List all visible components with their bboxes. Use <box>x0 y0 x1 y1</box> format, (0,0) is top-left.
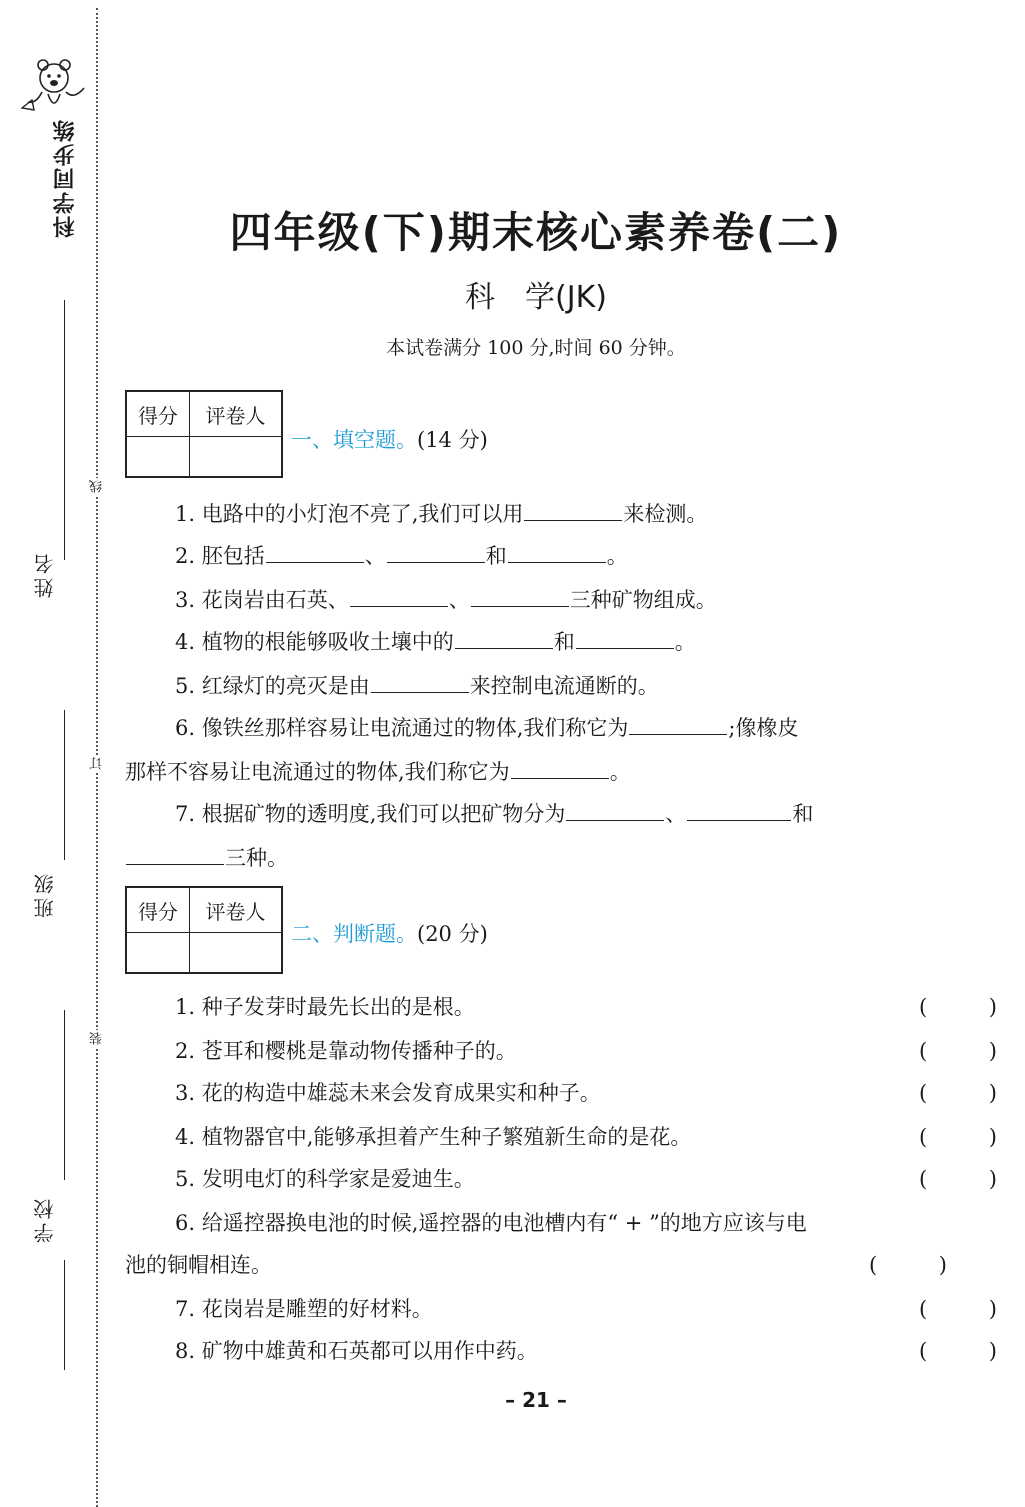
q6-text-2: 那样不容易让电流通过的物体,我们称它为 <box>125 760 510 784</box>
answer-blank[interactable] <box>576 626 674 649</box>
answer-parens[interactable] <box>919 992 997 1022</box>
fill-question-3 <box>125 584 997 615</box>
answer-blank[interactable] <box>687 798 791 821</box>
name-field <box>30 300 70 620</box>
judge-question-4 <box>125 1122 997 1152</box>
answer-blank[interactable] <box>371 670 469 693</box>
answer-blank[interactable] <box>524 498 622 521</box>
judge-question-8 <box>125 1336 997 1366</box>
judge-question-6-cont <box>125 1250 947 1280</box>
q2-sep: 、 <box>364 544 386 568</box>
judge-question-6 <box>125 1208 997 1238</box>
cut-mark-line: 线 <box>90 480 105 493</box>
paren-close: ) <box>988 1125 997 1149</box>
page-number: – 21 – <box>505 1388 567 1412</box>
q7-end: 三种。 <box>225 846 288 870</box>
answer-blank[interactable] <box>266 540 364 563</box>
judge-text: 5. 发明电灯的科学家是爱迪生。 <box>175 1167 475 1191</box>
answer-blank[interactable] <box>629 712 727 735</box>
q6-end: 。 <box>609 760 631 784</box>
fill-question-7 <box>125 798 997 829</box>
class-field <box>30 710 70 940</box>
answer-parens[interactable] <box>919 1336 997 1366</box>
fill-question-7-cont <box>125 842 947 873</box>
fill-question-1 <box>125 498 997 529</box>
q3-text: 3. 花岗岩由石英、 <box>175 588 349 612</box>
grader-cell[interactable] <box>189 933 281 973</box>
school-field <box>30 1010 70 1370</box>
judge-text: 2. 苍耳和樱桃是靠动物传播种子的。 <box>175 1039 517 1063</box>
q7-and: 和 <box>792 802 814 826</box>
answer-blank[interactable] <box>126 842 224 865</box>
q1-text: 1. 电路中的小灯泡不亮了,我们可以用 <box>175 502 524 526</box>
score-header: 得分 <box>127 392 190 437</box>
q1-text-end: 来检测。 <box>623 502 708 526</box>
q3-sep: 、 <box>448 588 470 612</box>
judge-question-1 <box>125 992 997 1022</box>
section2-points: (20 分) <box>417 922 488 946</box>
answer-parens[interactable] <box>919 1078 997 1108</box>
grader-cell[interactable] <box>189 437 281 477</box>
score-box-1 <box>125 390 283 478</box>
section2-title: 二、判断题。 <box>291 922 417 946</box>
exam-note: 本试卷满分 100 分,时间 60 分钟。 <box>386 337 686 359</box>
paren-close: ) <box>988 995 997 1019</box>
judge-text: 3. 花的构造中雄蕊未来会发育成果实和种子。 <box>175 1081 601 1105</box>
q2-text: 2. 胚包括 <box>175 544 265 568</box>
judge-text: 7. 花岗岩是雕塑的好材料。 <box>175 1297 433 1321</box>
q6-mid: ;像橡皮 <box>728 716 799 740</box>
cut-mark-bind: 订 <box>90 757 105 770</box>
bear-mascot-icon <box>14 52 94 122</box>
fill-question-6-cont <box>125 756 947 787</box>
grader-header: 评卷人 <box>189 888 281 933</box>
school-line-top <box>64 1010 65 1180</box>
paren-open: ( <box>919 1167 928 1191</box>
page-title: 四年级(下)期末核心素养卷(二) <box>229 208 843 257</box>
paren-close: ) <box>988 1167 997 1191</box>
paren-close: ) <box>988 1297 997 1321</box>
q7-sep: 、 <box>665 802 687 826</box>
q7-text: 7. 根据矿物的透明度,我们可以把矿物分为 <box>175 802 566 826</box>
section1-title: 一、填空题。 <box>291 428 417 452</box>
answer-parens[interactable] <box>869 1250 947 1280</box>
judge-question-5 <box>125 1164 997 1194</box>
score-cell[interactable] <box>127 933 190 973</box>
paren-open: ( <box>919 995 928 1019</box>
answer-blank[interactable] <box>471 584 569 607</box>
paren-open: ( <box>919 1297 928 1321</box>
q3-end: 三种矿物组成。 <box>569 588 717 612</box>
q5-end: 来控制电流通断的。 <box>469 674 659 698</box>
class-label: 班级 <box>33 870 57 918</box>
fill-question-4 <box>125 626 997 657</box>
judge-question-7 <box>125 1294 997 1324</box>
judge-question-2 <box>125 1036 997 1066</box>
score-header: 得分 <box>127 888 190 933</box>
section1-points: (14 分) <box>417 428 488 452</box>
answer-blank[interactable] <box>511 756 609 779</box>
fill-question-5 <box>125 670 997 701</box>
q2-end: 。 <box>606 544 628 568</box>
paren-open: ( <box>919 1339 928 1363</box>
paren-close: ) <box>988 1339 997 1363</box>
paren-open: ( <box>919 1039 928 1063</box>
judge-text: 池的铜帽相连。 <box>125 1253 272 1277</box>
paren-close: ) <box>988 1081 997 1105</box>
name-line <box>64 300 65 560</box>
fill-question-6 <box>125 712 997 743</box>
q6-text: 6. 像铁丝那样容易让电流通过的物体,我们称它为 <box>175 716 629 740</box>
answer-parens[interactable] <box>919 1122 997 1152</box>
paren-open: ( <box>919 1081 928 1105</box>
grader-header: 评卷人 <box>189 392 281 437</box>
subject-title: 科 学(JK) <box>465 280 607 315</box>
judge-question-3 <box>125 1078 997 1108</box>
score-box-2 <box>125 886 283 974</box>
judge-text: 4. 植物器官中,能够承担着产生种子繁殖新生命的是花。 <box>175 1125 692 1149</box>
answer-blank[interactable] <box>350 584 448 607</box>
school-line-bottom <box>64 1260 65 1370</box>
q4-end: 。 <box>674 630 696 654</box>
judge-text: 1. 种子发芽时最先长出的是根。 <box>175 995 475 1019</box>
judge-text: 6. 给遥控器换电池的时候,遥控器的电池槽内有“ + ”的地方应该与电 <box>175 1211 807 1235</box>
score-cell[interactable] <box>127 437 190 477</box>
paren-close: ) <box>988 1039 997 1063</box>
name-label: 姓名 <box>33 550 57 598</box>
class-line <box>64 710 65 860</box>
school-label: 学校 <box>33 1195 57 1243</box>
answer-blank[interactable] <box>387 540 485 563</box>
q5-text: 5. 红绿灯的亮灭是由 <box>175 674 370 698</box>
answer-blank[interactable] <box>455 626 553 649</box>
paren-open: ( <box>869 1253 878 1277</box>
answer-parens[interactable] <box>919 1164 997 1194</box>
q4-text: 4. 植物的根能够吸收土壤中的 <box>175 630 454 654</box>
judge-text: 8. 矿物中雄黄和石英都可以用作中药。 <box>175 1339 538 1363</box>
paren-close: ) <box>938 1253 947 1277</box>
answer-blank[interactable] <box>566 798 664 821</box>
answer-blank[interactable] <box>508 540 606 563</box>
section2-heading <box>291 918 488 948</box>
fill-question-2 <box>125 540 997 571</box>
answer-parens[interactable] <box>919 1036 997 1066</box>
q2-and: 和 <box>485 544 507 568</box>
cut-mark-staple: 装 <box>90 1032 105 1045</box>
q4-and: 和 <box>553 630 575 654</box>
series-title: 科学同步练 <box>53 118 78 238</box>
answer-parens[interactable] <box>919 1294 997 1324</box>
section1-heading <box>291 424 488 454</box>
paren-open: ( <box>919 1125 928 1149</box>
